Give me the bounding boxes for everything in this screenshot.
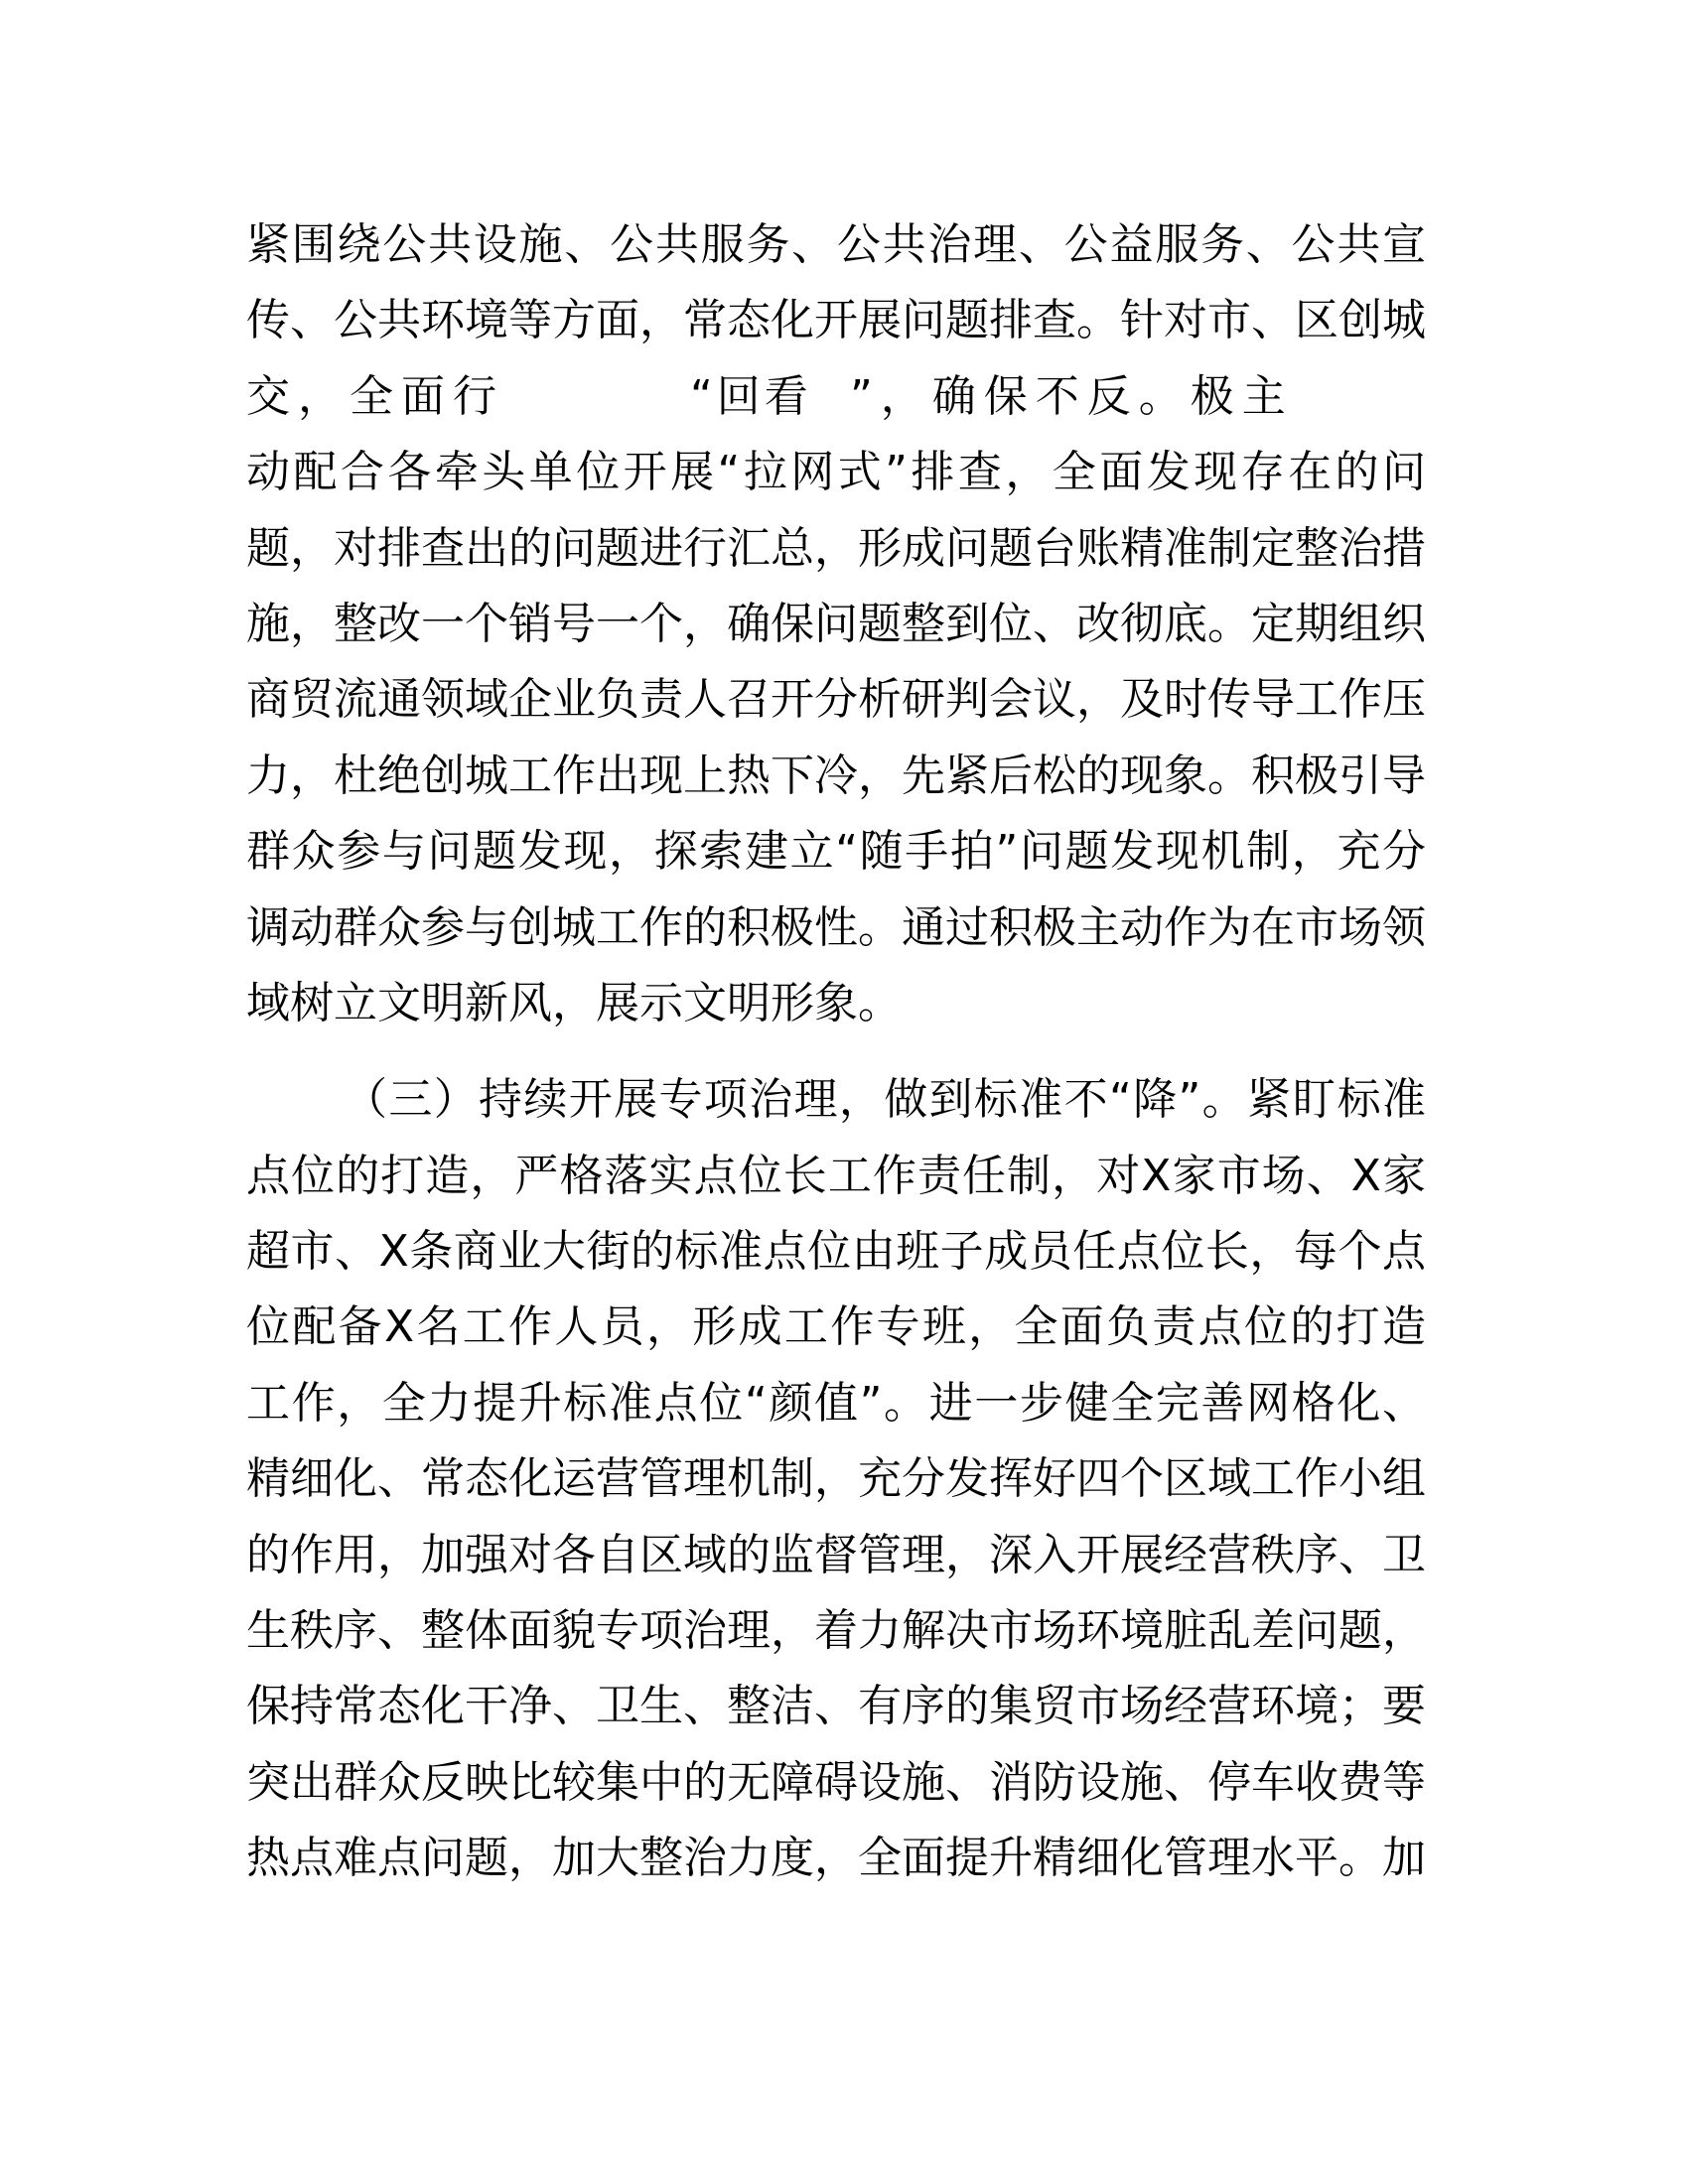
text-line: 的作用，加强对各自区域的监督管理，深入开展经营秩序、卫 [246, 1530, 1426, 1580]
text-line: 点位的打造，严格落实点位长工作责任制，对X家市场、X家 [246, 1151, 1426, 1201]
text-line: 精细化、常态化运营管理机制，充分发挥好四个区域工作小组 [246, 1453, 1426, 1504]
text-line: 超市、X条商业大街的标准点位由班子成员任点位长，每个点 [246, 1226, 1426, 1277]
text-line: 群众参与问题发现，探索建立“随手拍”问题发现机制，充分 [246, 826, 1426, 877]
text-fragment: “回看 [690, 371, 812, 422]
text-line: 商贸流通领域企业负责人召开分析研判会议，及时传导工作压 [246, 674, 1426, 725]
text-line: 位配备X名工作人员，形成工作专班，全面负责点位的打造 [246, 1301, 1426, 1352]
text-fragment: 交，全面行 [246, 371, 504, 422]
text-line: 传、公共环境等方面，常态化开展问题排查。针对市、区创城 [246, 295, 1426, 345]
text-line: 突出群众反映比较集中的无障碍设施、消防设施、停车收费等 [246, 1757, 1426, 1808]
text-line: 热点难点问题，加大整治力度，全面提升精细化管理水平。加 [246, 1833, 1426, 1883]
text-line-fragmented [246, 367, 1426, 427]
text-line: 动配合各牵头单位开展“拉网式”排查，全面发现存在的问 [246, 447, 1426, 497]
text-line: 生秩序、整体面貌专项治理，着力解决市场环境脏乱差问题， [246, 1605, 1426, 1656]
text-line: 紧围绕公共设施、公共服务、公共治理、公益服务、公共宣 [246, 219, 1426, 270]
text-line: 保持常态化干净、卫生、整洁、有序的集贸市场经营环境；要 [246, 1681, 1426, 1731]
text-line: 工作，全力提升标准点位“颜值”。进一步健全完善网格化、 [246, 1378, 1426, 1429]
text-line: 域树立文明新风，展示文明形象。 [246, 978, 902, 1028]
text-line: 施，整改一个销号一个，确保问题整到位、改彻底。定期组织 [246, 599, 1426, 649]
text-fragment: ”，确保不反。极主 [850, 371, 1294, 422]
text-line: 力，杜绝创城工作出现上热下冷，先紧后松的现象。积极引导 [246, 751, 1426, 801]
text-line: 调动群众参与创城工作的积极性。通过积极主动作为在市场领 [246, 902, 1426, 953]
text-line: 题，对排查出的问题进行汇总，形成问题台账精准制定整治措 [246, 523, 1426, 574]
text-line: （三）持续开展专项治理，做到标准不“降”。紧盯标准 [344, 1074, 1426, 1125]
